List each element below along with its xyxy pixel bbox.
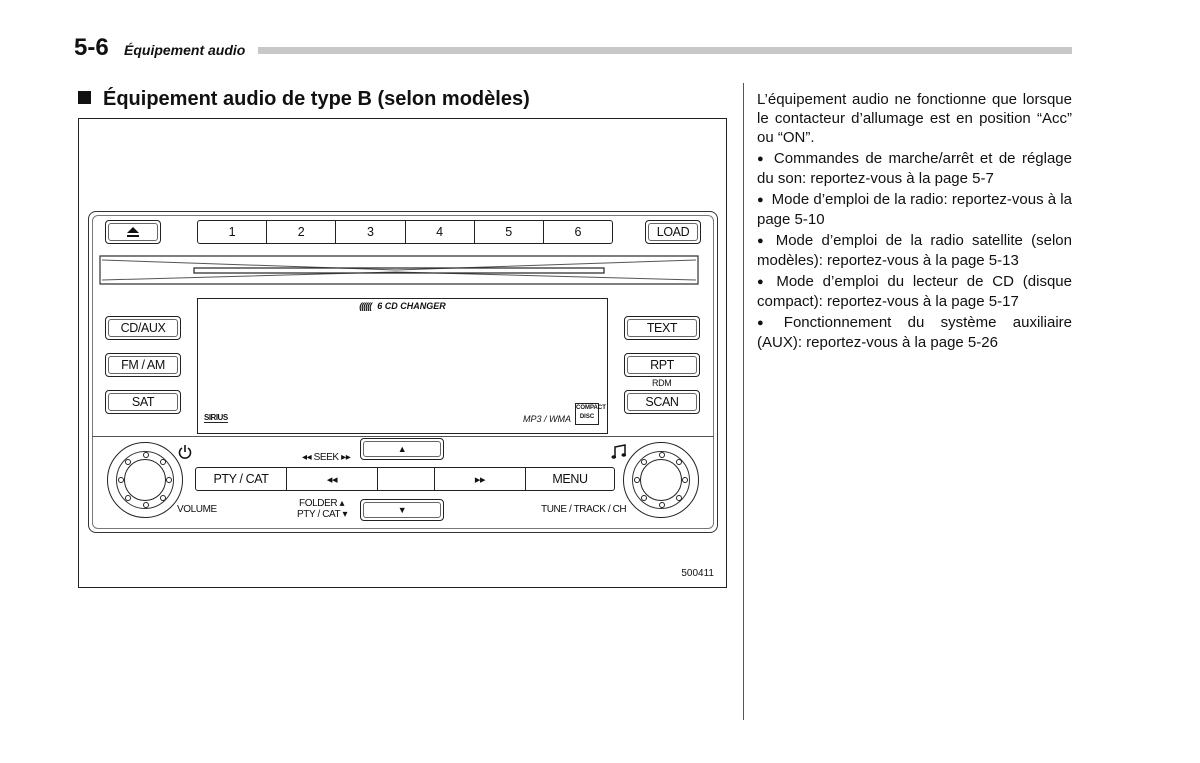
- tune-knob[interactable]: [623, 442, 699, 518]
- page-header: [72, 32, 1072, 60]
- right-column-text: [757, 90, 1072, 354]
- scan-label: SCAN: [645, 395, 679, 409]
- cd-aux-label: CD/AUX: [120, 321, 166, 335]
- text-button[interactable]: [624, 316, 700, 340]
- rpt-label: RPT: [650, 358, 674, 372]
- audio-unit-illustration: [88, 211, 718, 533]
- power-icon: [178, 444, 192, 460]
- pty-cat-button[interactable]: PTY / CAT: [196, 468, 287, 490]
- section-name: Équipement audio: [124, 42, 246, 58]
- fm-am-label: FM / AM: [121, 358, 165, 372]
- text-label: TEXT: [646, 321, 678, 335]
- seek-label: ◂◂ SEEK ▸▸: [302, 452, 351, 463]
- page-number: 5-6: [74, 34, 109, 61]
- eject-button[interactable]: [105, 220, 161, 244]
- preset-button-5[interactable]: 5: [475, 221, 544, 243]
- bullet-dot: ●: [757, 153, 766, 165]
- fast-forward-button[interactable]: ▸▸: [435, 468, 526, 490]
- bullet-dot: ●: [757, 235, 768, 247]
- cd-aux-button[interactable]: [105, 316, 181, 340]
- bullet-dot: ●: [757, 276, 769, 288]
- figure-id: 500411: [681, 568, 714, 579]
- section-title-text: Équipement audio de type B (selon modèles): [103, 88, 530, 110]
- compact-disc-logo: COMPACT DISC: [575, 403, 599, 425]
- cross-reference-list: [757, 149, 1072, 352]
- list-item: ● Mode d’emploi du lecteur de CD (disque compact): reportez-vous à la page 5-17: [757, 273, 1072, 310]
- preset-buttons: [197, 220, 613, 244]
- lcd-display: [197, 298, 608, 434]
- folder-label: FOLDER ▴: [299, 498, 345, 509]
- preset-button-4[interactable]: 4: [406, 221, 475, 243]
- music-note-icon: [611, 444, 627, 460]
- fm-am-button[interactable]: [105, 353, 181, 377]
- folder-down-button[interactable]: [360, 499, 444, 521]
- section-title: [78, 88, 530, 111]
- sat-button[interactable]: [105, 390, 181, 414]
- title-bullet-square: [78, 91, 91, 104]
- folder-pty-cat-label: PTY / CAT ▾: [297, 509, 348, 520]
- transport-bar: [195, 467, 615, 491]
- preset-button-2[interactable]: 2: [267, 221, 336, 243]
- header-rule: [258, 47, 1072, 54]
- column-divider: [743, 83, 744, 720]
- satellite-logo: SIRIUS: [204, 413, 228, 422]
- mp3-wma-label: MP3 / WMA: [522, 414, 571, 424]
- eject-icon: [127, 227, 139, 237]
- preset-button-6[interactable]: 6: [574, 225, 582, 239]
- list-item: ● Fonctionnement du système auxiliaire (AUX): reportez-vous à la page 5-26: [757, 314, 1072, 351]
- intro-paragraph: L’équipement audio ne fonctionne que lorsque le contacteur d’allumage est en position “Acc” ou “ON”.: [757, 91, 1072, 146]
- cd-slot[interactable]: [96, 248, 702, 292]
- display-disc-label: (((((( 6 CD CHANGER: [359, 301, 446, 311]
- preset-button-1[interactable]: 1: [198, 221, 267, 243]
- center-blank-button[interactable]: [378, 468, 435, 490]
- rdm-label: RDM: [652, 378, 672, 388]
- bullet-dot: ●: [757, 194, 764, 206]
- volume-label: VOLUME: [177, 504, 217, 515]
- rewind-button[interactable]: ◂◂: [287, 468, 378, 490]
- preset-button-3[interactable]: 3: [336, 221, 405, 243]
- up-arrow-icon: ▲: [397, 444, 407, 454]
- load-button[interactable]: [645, 220, 701, 244]
- sat-label: SAT: [131, 395, 155, 409]
- load-button-label: LOAD: [656, 225, 690, 239]
- scan-button[interactable]: [624, 390, 700, 414]
- list-item: ● Mode d’emploi de la radio satellite (selon modèles): reportez-vous à la page 5-13: [757, 232, 1072, 269]
- rpt-button[interactable]: [624, 353, 700, 377]
- seek-up-button[interactable]: [360, 438, 444, 460]
- tune-track-ch-label: TUNE / TRACK / CH: [541, 504, 627, 515]
- bullet-dot: ●: [757, 317, 776, 329]
- disc-stack-icon: ((((((: [359, 301, 372, 311]
- volume-knob[interactable]: [107, 442, 183, 518]
- list-item: ● Mode d’emploi de la radio: reportez-vous à la page 5-10: [757, 191, 1072, 228]
- down-arrow-icon: ▼: [397, 505, 407, 515]
- menu-button[interactable]: MENU: [552, 472, 588, 486]
- list-item: ● Commandes de marche/arrêt et de réglage du son: reportez-vous à la page 5-7: [757, 150, 1072, 187]
